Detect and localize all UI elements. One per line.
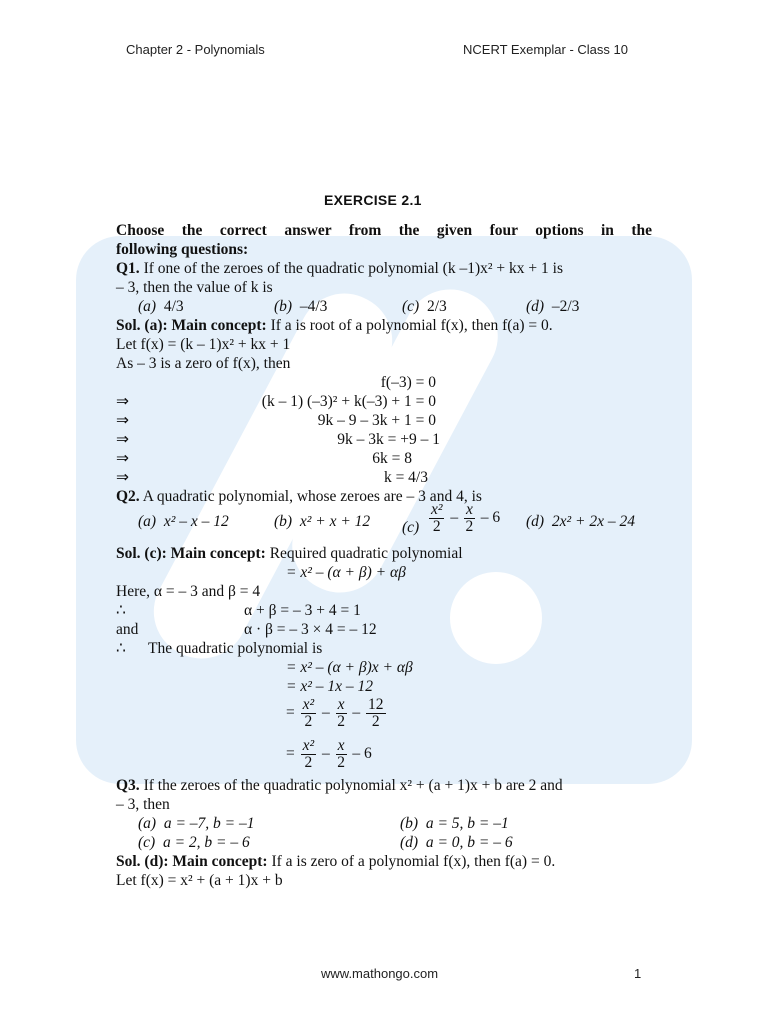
q1-work-3-arrow: ⇒: [116, 412, 129, 429]
footer-page-number: 1: [634, 966, 642, 981]
q2-and-label: and: [116, 621, 139, 638]
q3-concept-label: Main concept:: [172, 853, 268, 870]
q2-frac-line-1: = $\frac{\text{x²}}{2}$ – $\frac{x}{2}$ – $\frac{12}{2}$: [286, 696, 384, 730]
footer-site[interactable]: www.mathongo.com: [321, 966, 439, 981]
q2-solution-head: [116, 544, 463, 563]
q1-work-6: k = 4/3: [383, 469, 428, 486]
instructions-line-1: Choose the correct answer from the given four options in the: [116, 222, 652, 239]
q2-option-a: (a) x² – x – 12: [138, 513, 229, 530]
q1-work-4-arrow: ⇒: [116, 431, 129, 448]
q1-option-c: (c) 2/3: [402, 298, 447, 315]
q2-therefore-2: The quadratic polynomial is: [148, 640, 323, 657]
q1-line-1: [116, 259, 563, 278]
q1-work-3: 9k – 9 – 3k + 1 = 0: [317, 412, 436, 429]
q3-concept-text: If a is zero of a polynomial f(x), then f(a) = 0.: [271, 853, 556, 870]
header-chapter: Chapter 2 - Polynomials: [126, 42, 265, 57]
q3-number: Q3.: [116, 777, 140, 794]
q1-solution-head: [116, 316, 553, 335]
q1-number: Q1.: [116, 260, 140, 277]
q3-option-b: (b) a = 5, b = –1: [400, 815, 509, 832]
q3-last-line: Let f(x) = x² + (a + 1)x + b: [116, 872, 283, 889]
q2-option-b: (b) x² + x + 12: [274, 513, 371, 530]
instructions-line-2: following questions:: [116, 241, 249, 258]
q2-therefore-1-sym: ∴: [116, 602, 126, 619]
q1-step-1: Let f(x) = (k – 1)x² + kx + 1: [116, 336, 291, 353]
header-book: NCERT Exemplar - Class 10: [463, 42, 628, 57]
q3-option-c: (c) a = 2, b = – 6: [138, 834, 250, 851]
q3-sol-label: Sol. (d):: [116, 853, 169, 870]
q2-c-frac-1: $\frac{\text{x²}}{2}$: [430, 501, 443, 535]
q2-poly-1: = x² – (α + β)x + αβ: [286, 659, 413, 676]
q2-therefore-1: α + β = – 3 + 4 = 1: [244, 602, 361, 619]
q1-work-2: (k – 1) (–3)² + k(–3) + 1 = 0: [261, 393, 436, 410]
q2-number: Q2.: [116, 488, 140, 505]
q2-options: [116, 502, 652, 540]
q1-concept-label: Main concept:: [171, 317, 267, 334]
q1-work-1: f(–3) = 0: [380, 374, 436, 391]
q1-line-2: – 3, then the value of k is: [116, 279, 273, 296]
q1-option-a: (a) 4/3: [138, 298, 184, 315]
q1-work-4: 9k – 3k = +9 – 1: [337, 431, 440, 448]
q1-option-d: (d) –2/3: [526, 298, 580, 315]
q2-text-1: A quadratic polynomial, whose zeroes are – 3 and 4, is: [142, 488, 482, 505]
q3-option-d: (d) a = 0, b = – 6: [400, 834, 513, 851]
q2-c-frac-2: $\frac{x}{2}$: [465, 501, 474, 535]
watermark-dot: [450, 572, 542, 664]
q1-work-5-arrow: ⇒: [116, 450, 129, 467]
q3-line-1: [116, 776, 563, 795]
q2-formula: = x² – (α + β) + αβ: [286, 564, 406, 581]
q1-work-5: 6k = 8: [372, 450, 412, 467]
q2-and-expr: α · β = – 3 × 4 = – 12: [244, 621, 377, 638]
q1-sol-label: Sol. (a):: [116, 317, 168, 334]
q1-concept-text: If a is root of a polynomial f(x), then f(a) = 0.: [270, 317, 553, 334]
q1-work-2-arrow: ⇒: [116, 393, 129, 410]
q3-solution-head: [116, 852, 555, 871]
q2-concept-label: Main concept:: [170, 545, 266, 562]
q1-step-2: As – 3 is a zero of f(x), then: [116, 355, 291, 372]
q3-text-1: If the zeroes of the quadratic polynomial x² + (a + 1)x + b are 2 and: [143, 777, 563, 794]
q2-concept-text: Required quadratic polynomial: [269, 545, 463, 562]
q1-option-b: (b) –4/3: [274, 298, 328, 315]
q3-option-a: (a) a = –7, b = –1: [138, 815, 255, 832]
q2-frac-line-2: = $\frac{\text{x²}}{2}$ – $\frac{x}{2}$ – 6: [286, 737, 372, 771]
q2-option-d: (d) 2x² + 2x – 24: [526, 513, 635, 530]
q2-here: Here, α = – 3 and β = 4: [116, 583, 261, 600]
q2-therefore-2-sym: ∴: [116, 640, 126, 657]
q3-line-2: – 3, then: [116, 796, 170, 813]
q2-sol-label: Sol. (c):: [116, 545, 167, 562]
q2-poly-2: = x² – 1x – 12: [286, 678, 373, 695]
q2-option-c: (c) $\frac{\text{x²}}{2}$ – $\frac{x}{2}$ – 6: [402, 501, 501, 537]
q1-text-1: If one of the zeroes of the quadratic polynomial (k –1)x² + kx + 1 is: [143, 260, 563, 277]
exercise-title: EXERCISE 2.1: [324, 192, 422, 208]
q1-work-6-arrow: ⇒: [116, 469, 129, 486]
